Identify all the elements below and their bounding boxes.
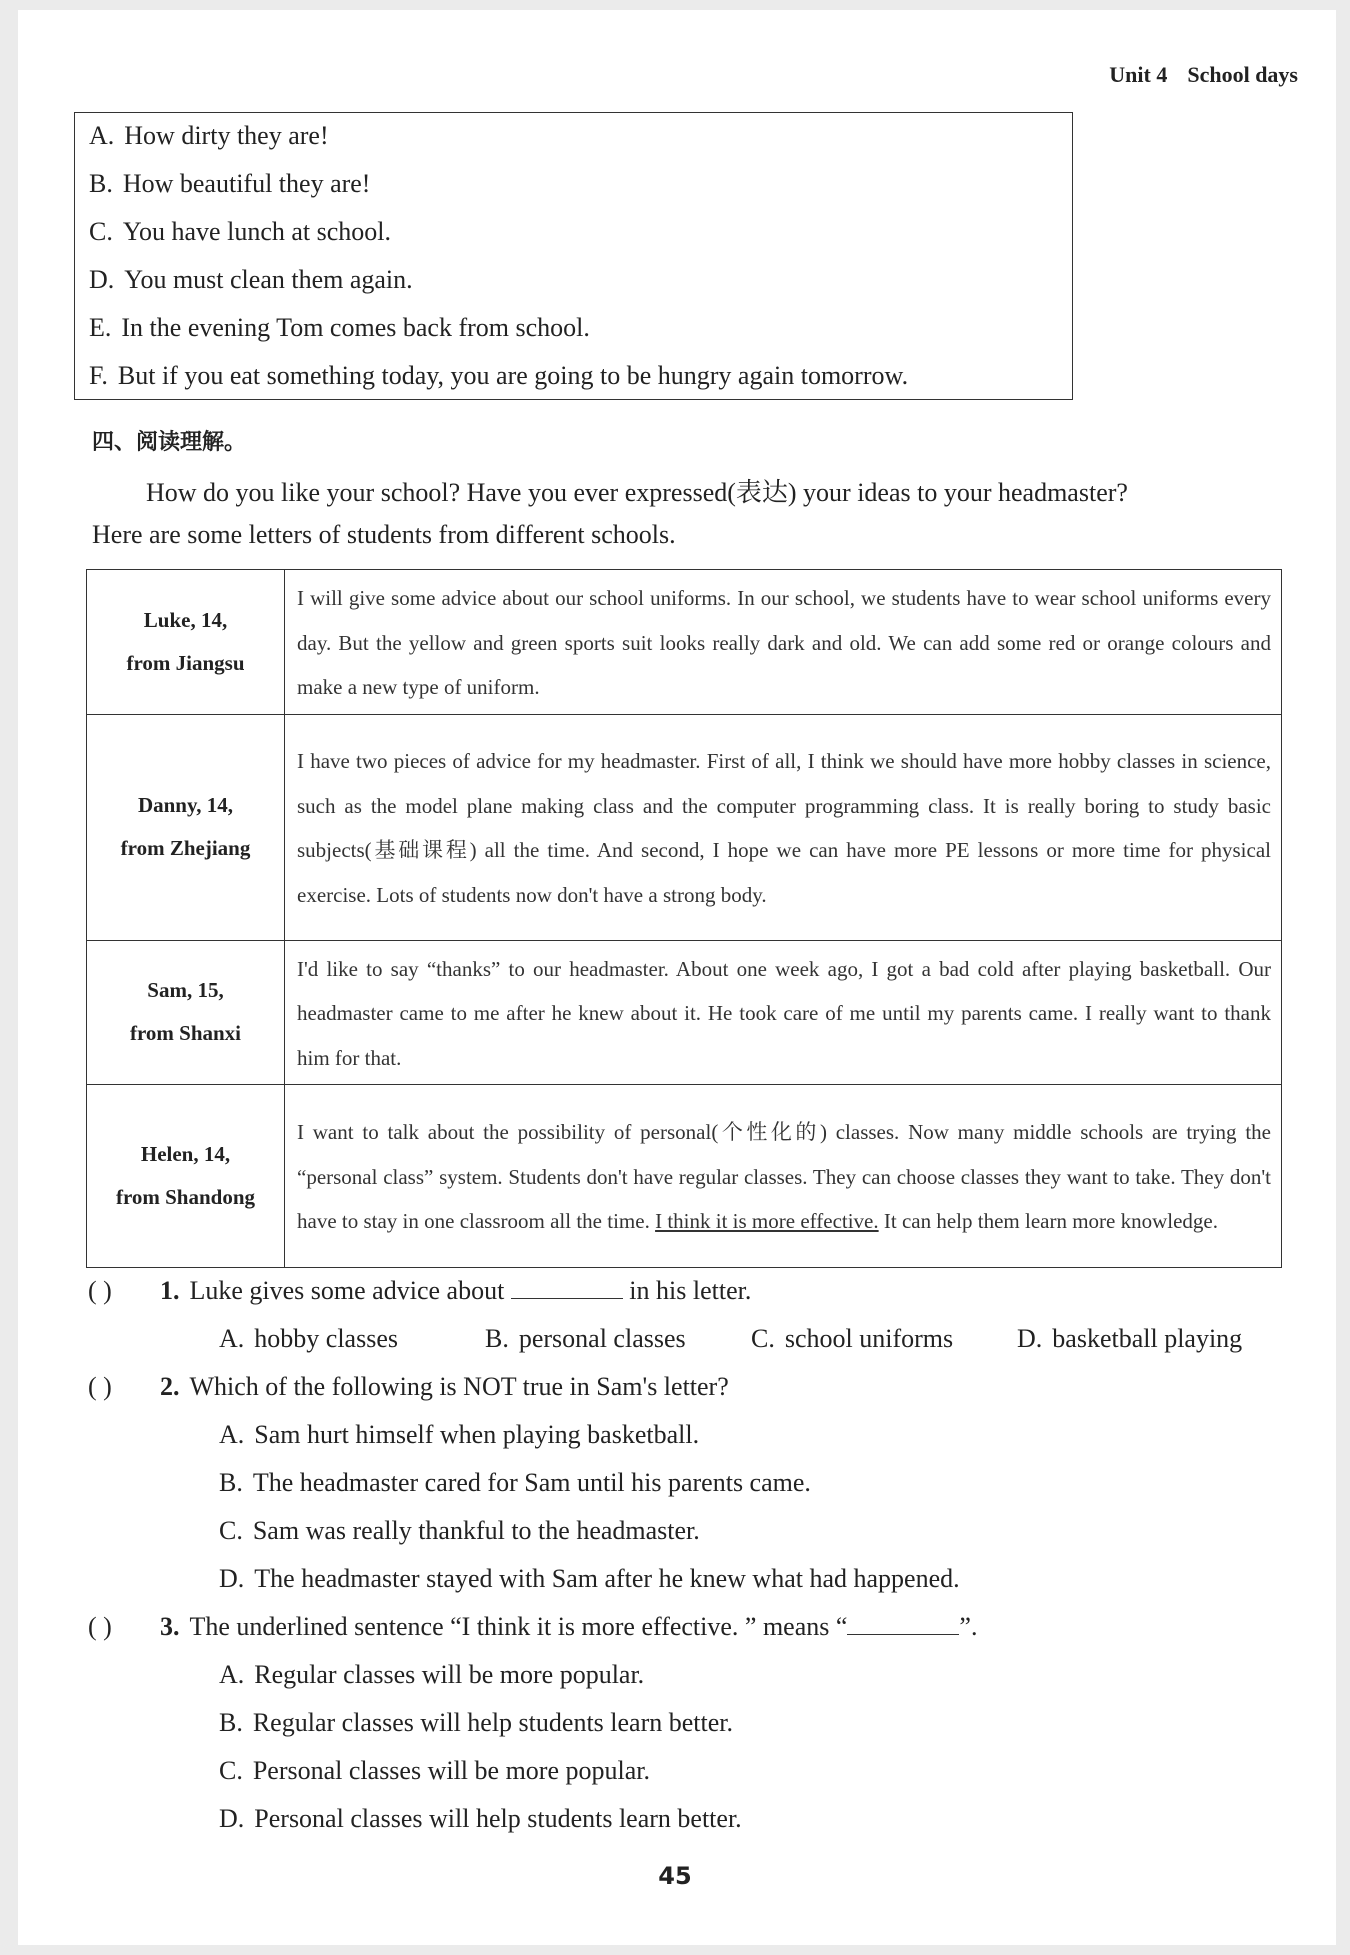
- answer-option: B. Regular classes will help students learn better.: [219, 1708, 733, 1737]
- intro-line-2: Here are some letters of students from different schools.: [92, 520, 676, 549]
- student-name: Luke, 14,: [143, 607, 228, 632]
- answer-bracket[interactable]: ( ): [88, 1372, 112, 1401]
- question-1: ( ) 1. Luke gives some advice about in his letter.: [88, 1276, 752, 1305]
- answer-bracket[interactable]: ( ): [88, 1612, 112, 1641]
- student-cell: [87, 570, 285, 715]
- student-cell: [87, 714, 285, 940]
- page-header: [1109, 62, 1298, 88]
- answer-blank[interactable]: [511, 1276, 623, 1299]
- question-2: ( ) 2. Which of the following is NOT true in Sam's letter?: [88, 1372, 729, 1401]
- answer-option: D. basketball playing: [1017, 1324, 1243, 1353]
- table-row: [87, 1085, 1282, 1268]
- sentence-options-box: [74, 112, 1073, 400]
- answer-bracket[interactable]: ( ): [88, 1276, 112, 1305]
- letter-text: I have two pieces of advice for my headmaster. First of all, I think we should have more hobby classes in science, such as the model plane making class and the computer programming class. It is really boring to study basic subjects(基础课程) all the time. And second, I hope we can have more PE lessons or more time for physical exercise. Lots of students now don't have a strong body.: [285, 714, 1282, 940]
- unit-label: Unit 4: [1109, 62, 1168, 87]
- answer-option: C. Sam was really thankful to the headmaster.: [219, 1516, 700, 1545]
- student-origin: from Jiangsu: [126, 650, 245, 675]
- student-origin: from Shanxi: [129, 1021, 242, 1046]
- student-origin: from Zhejiang: [120, 836, 251, 860]
- option-line: B. How beautiful they are!: [89, 169, 371, 198]
- letter-text: I want to talk about the possibility of personal(个性化的) classes. Now many middle schools are trying the “personal class” system. Students don't have regular classes. They can choose classes they want to take. They don't have to stay in one classroom all the time. I think it is more effective. It can help them learn more knowledge.: [285, 1085, 1282, 1268]
- intro-line-1: How do you like your school? Have you ever expressed(表达) your ideas to your headmaster?: [146, 478, 1128, 507]
- answer-option: C. Personal classes will be more popular.: [219, 1756, 650, 1785]
- question-3: ( ) 3. The underlined sentence “I think it is more effective. ” means “ ”.: [88, 1612, 978, 1641]
- option-line: E. In the evening Tom comes back from school.: [89, 313, 590, 342]
- student-origin: from Shandong: [115, 1185, 256, 1209]
- underlined-sentence: I think it is more effective.: [655, 1209, 879, 1234]
- answer-option: C. school uniforms: [751, 1324, 954, 1353]
- table-row: [87, 570, 1282, 715]
- student-name: Helen, 14,: [140, 1142, 231, 1166]
- answer-option: B. personal classes: [485, 1324, 686, 1353]
- answer-blank[interactable]: [847, 1612, 959, 1635]
- answer-option: A. Regular classes will be more popular.: [219, 1660, 645, 1689]
- section-title: 四、阅读理解。: [92, 430, 247, 455]
- answer-option: D. Personal classes will help students learn better.: [219, 1804, 742, 1833]
- student-cell: [87, 940, 285, 1085]
- answer-option: A. hobby classes: [219, 1324, 398, 1353]
- unit-title: School days: [1187, 62, 1298, 87]
- option-line: A. How dirty they are!: [89, 121, 329, 150]
- table-row: [87, 940, 1282, 1085]
- answer-option: D. The headmaster stayed with Sam after he knew what had happened.: [219, 1564, 960, 1593]
- student-name: Danny, 14,: [137, 793, 234, 817]
- page-number: 45: [658, 1862, 692, 1890]
- student-name: Sam, 15,: [147, 978, 224, 1003]
- letter-text: I will give some advice about our school uniforms. In our school, we students have to wear school uniforms every day. But the yellow and green sports suit looks really dark and old. We can add some red or orange colours and make a new type of uniform.: [285, 570, 1282, 715]
- letters-table: [86, 569, 1282, 1268]
- answer-option: A. Sam hurt himself when playing basketball.: [219, 1420, 700, 1449]
- answer-option: B. The headmaster cared for Sam until his parents came.: [219, 1468, 811, 1497]
- table-row: [87, 714, 1282, 940]
- option-line: C. You have lunch at school.: [89, 217, 392, 246]
- letter-text: I'd like to say “thanks” to our headmaster. About one week ago, I got a bad cold after playing basketball. Our headmaster came to me after he knew about it. He took care of me until my parents came. I really want to thank him for that.: [285, 940, 1282, 1085]
- student-cell: [87, 1085, 285, 1268]
- option-line: F. But if you eat something today, you are going to be hungry again tomorrow.: [89, 361, 909, 390]
- option-line: D. You must clean them again.: [89, 265, 413, 294]
